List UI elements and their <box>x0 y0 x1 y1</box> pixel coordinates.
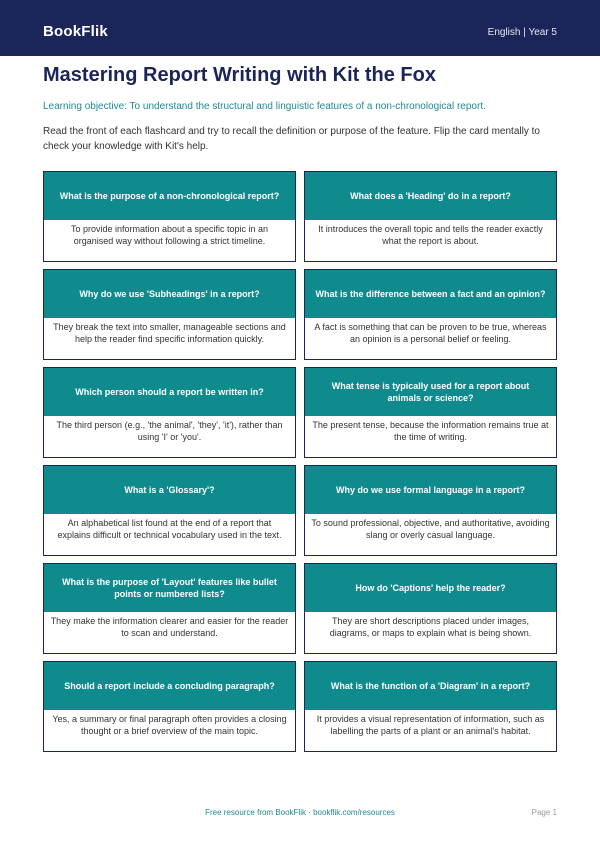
flashcard-question: Why do we use formal language in a report? <box>305 466 556 514</box>
page-title: Mastering Report Writing with Kit the Fox <box>43 64 436 86</box>
flashcard-question: What tense is typically used for a report about animals or science? <box>305 368 556 416</box>
flashcard[interactable] <box>304 465 557 556</box>
footer-credit[interactable]: Free resource from BookFlik · bookflik.com/resources <box>205 808 395 817</box>
flashcard-question: What is the function of a 'Diagram' in a report? <box>305 662 556 710</box>
flashcard-answer: The third person (e.g., 'the animal', 'they', 'it'), rather than using 'I' or 'you'. <box>56 420 283 442</box>
flashcard[interactable] <box>304 661 557 752</box>
instructions: Read the front of each flashcard and try to recall the definition or purpose of the feature. Flip the card mentally to check your knowledge with Kit's help. <box>43 126 540 152</box>
flashcard-answer: A fact is something that can be proven to be true, whereas an opinion is a personal belief or feeling. <box>314 322 547 344</box>
flashcard[interactable] <box>43 269 296 360</box>
flashcard-question: Should a report include a concluding paragraph? <box>44 662 295 710</box>
flashcard[interactable] <box>304 367 557 458</box>
flashcard[interactable] <box>43 661 296 752</box>
flashcard-answer: To provide information about a specific topic in an organised way without following a strict timeline. <box>70 224 269 246</box>
flashcard-question: What is the purpose of a non-chronological report? <box>44 172 295 220</box>
flashcard-answer: An alphabetical list found at the end of a report that explains difficult or technical vocabulary used in the text. <box>57 518 282 540</box>
brand-logo[interactable]: BookFlik <box>43 23 108 40</box>
flashcard[interactable] <box>304 171 557 262</box>
subject-label: English | Year 5 <box>487 27 557 38</box>
flashcard-answer: It provides a visual representation of information, such as labelling the parts of a plant or an animal's habitat. <box>316 714 545 736</box>
flashcard-question: Why do we use 'Subheadings' in a report? <box>44 270 295 318</box>
flashcard-question: What is the purpose of 'Layout' features like bullet points or numbered lists? <box>44 564 295 612</box>
flashcard[interactable] <box>304 563 557 654</box>
flashcard-answer: They break the text into smaller, manageable sections and help the reader find specific information quickly. <box>53 322 286 344</box>
header-bar <box>0 0 600 56</box>
flashcard[interactable] <box>43 563 296 654</box>
flashcard-question: Which person should a report be written in? <box>44 368 295 416</box>
flashcard-answer: Yes, a summary or final paragraph often provides a closing thought or a brief overview of the main topic. <box>52 714 287 736</box>
flashcard-question: What is a 'Glossary'? <box>44 466 295 514</box>
flashcard-answer: The present tense, because the information remains true at the time of writing. <box>312 420 549 442</box>
flashcard-answer: To sound professional, objective, and authoritative, avoiding slang or overly casual language. <box>311 518 550 540</box>
flashcard[interactable] <box>43 171 296 262</box>
flashcard-question: How do 'Captions' help the reader? <box>305 564 556 612</box>
flashcard-answer: They are short descriptions placed under images, diagrams, or maps to explain what is being shown. <box>329 616 532 638</box>
page-number: Page 1 <box>531 808 557 817</box>
flashcard[interactable] <box>43 367 296 458</box>
flashcard-question: What does a 'Heading' do in a report? <box>305 172 556 220</box>
flashcard-answer: They make the information clearer and easier for the reader to scan and understand. <box>50 616 289 638</box>
flashcard[interactable] <box>304 269 557 360</box>
flashcard[interactable] <box>43 465 296 556</box>
flashcard-question: What is the difference between a fact and an opinion? <box>305 270 556 318</box>
flashcard-answer: It introduces the overall topic and tells the reader exactly what the report is about. <box>318 224 543 246</box>
learning-objective: Learning objective: To understand the structural and linguistic features of a non-chronological report. <box>43 101 486 112</box>
